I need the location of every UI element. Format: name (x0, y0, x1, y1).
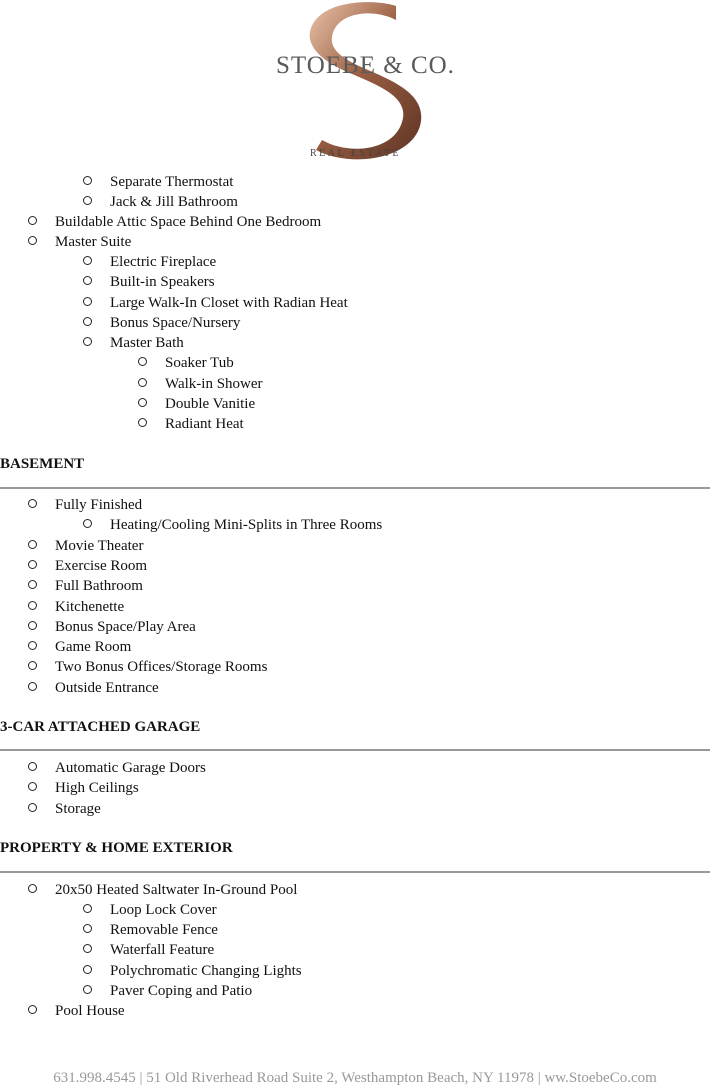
circle-bullet-icon (28, 803, 37, 812)
circle-bullet-icon (28, 621, 37, 630)
circle-bullet-icon (138, 378, 147, 387)
section-divider (0, 749, 710, 751)
circle-bullet-icon (83, 924, 92, 933)
circle-bullet-icon (28, 682, 37, 691)
circle-bullet-icon (28, 641, 37, 650)
section-heading-garage: 3-CAR ATTACHED GARAGE (0, 719, 201, 735)
circle-bullet-icon (83, 256, 92, 265)
circle-bullet-icon (28, 884, 37, 893)
section-heading-basement: BASEMENT (0, 456, 85, 472)
circle-bullet-icon (28, 601, 37, 610)
circle-bullet-icon (138, 418, 147, 427)
circle-bullet-icon (83, 965, 92, 974)
circle-bullet-icon (28, 782, 37, 791)
circle-bullet-icon (28, 762, 37, 771)
circle-bullet-icon (28, 236, 37, 245)
circle-bullet-icon (28, 1005, 37, 1014)
section-divider (0, 871, 710, 873)
brand-logo (270, 0, 455, 165)
circle-bullet-icon (83, 276, 92, 285)
circle-bullet-icon (28, 499, 37, 508)
logo-subtitle: REAL ESTATE (310, 148, 402, 159)
circle-bullet-icon (28, 560, 37, 569)
section-divider (0, 487, 710, 489)
circle-bullet-icon (83, 985, 92, 994)
section-heading-exterior: PROPERTY & HOME EXTERIOR (0, 840, 233, 856)
circle-bullet-icon (28, 580, 37, 589)
circle-bullet-icon (83, 944, 92, 953)
circle-bullet-icon (83, 337, 92, 346)
circle-bullet-icon (83, 904, 92, 913)
circle-bullet-icon (138, 398, 147, 407)
circle-bullet-icon (28, 661, 37, 670)
circle-bullet-icon (83, 176, 92, 185)
footer-contact: 631.998.4545 | 51 Old Riverhead Road Suite 2, Westhampton Beach, NY 11978 | ww.StoebeCo.com (53, 1070, 657, 1086)
circle-bullet-icon (83, 297, 92, 306)
circle-bullet-icon (28, 216, 37, 225)
circle-bullet-icon (83, 317, 92, 326)
circle-bullet-icon (28, 540, 37, 549)
logo-brand-text: STOEBE & CO. (276, 52, 455, 79)
circle-bullet-icon (138, 357, 147, 366)
circle-bullet-icon (83, 196, 92, 205)
circle-bullet-icon (83, 519, 92, 528)
